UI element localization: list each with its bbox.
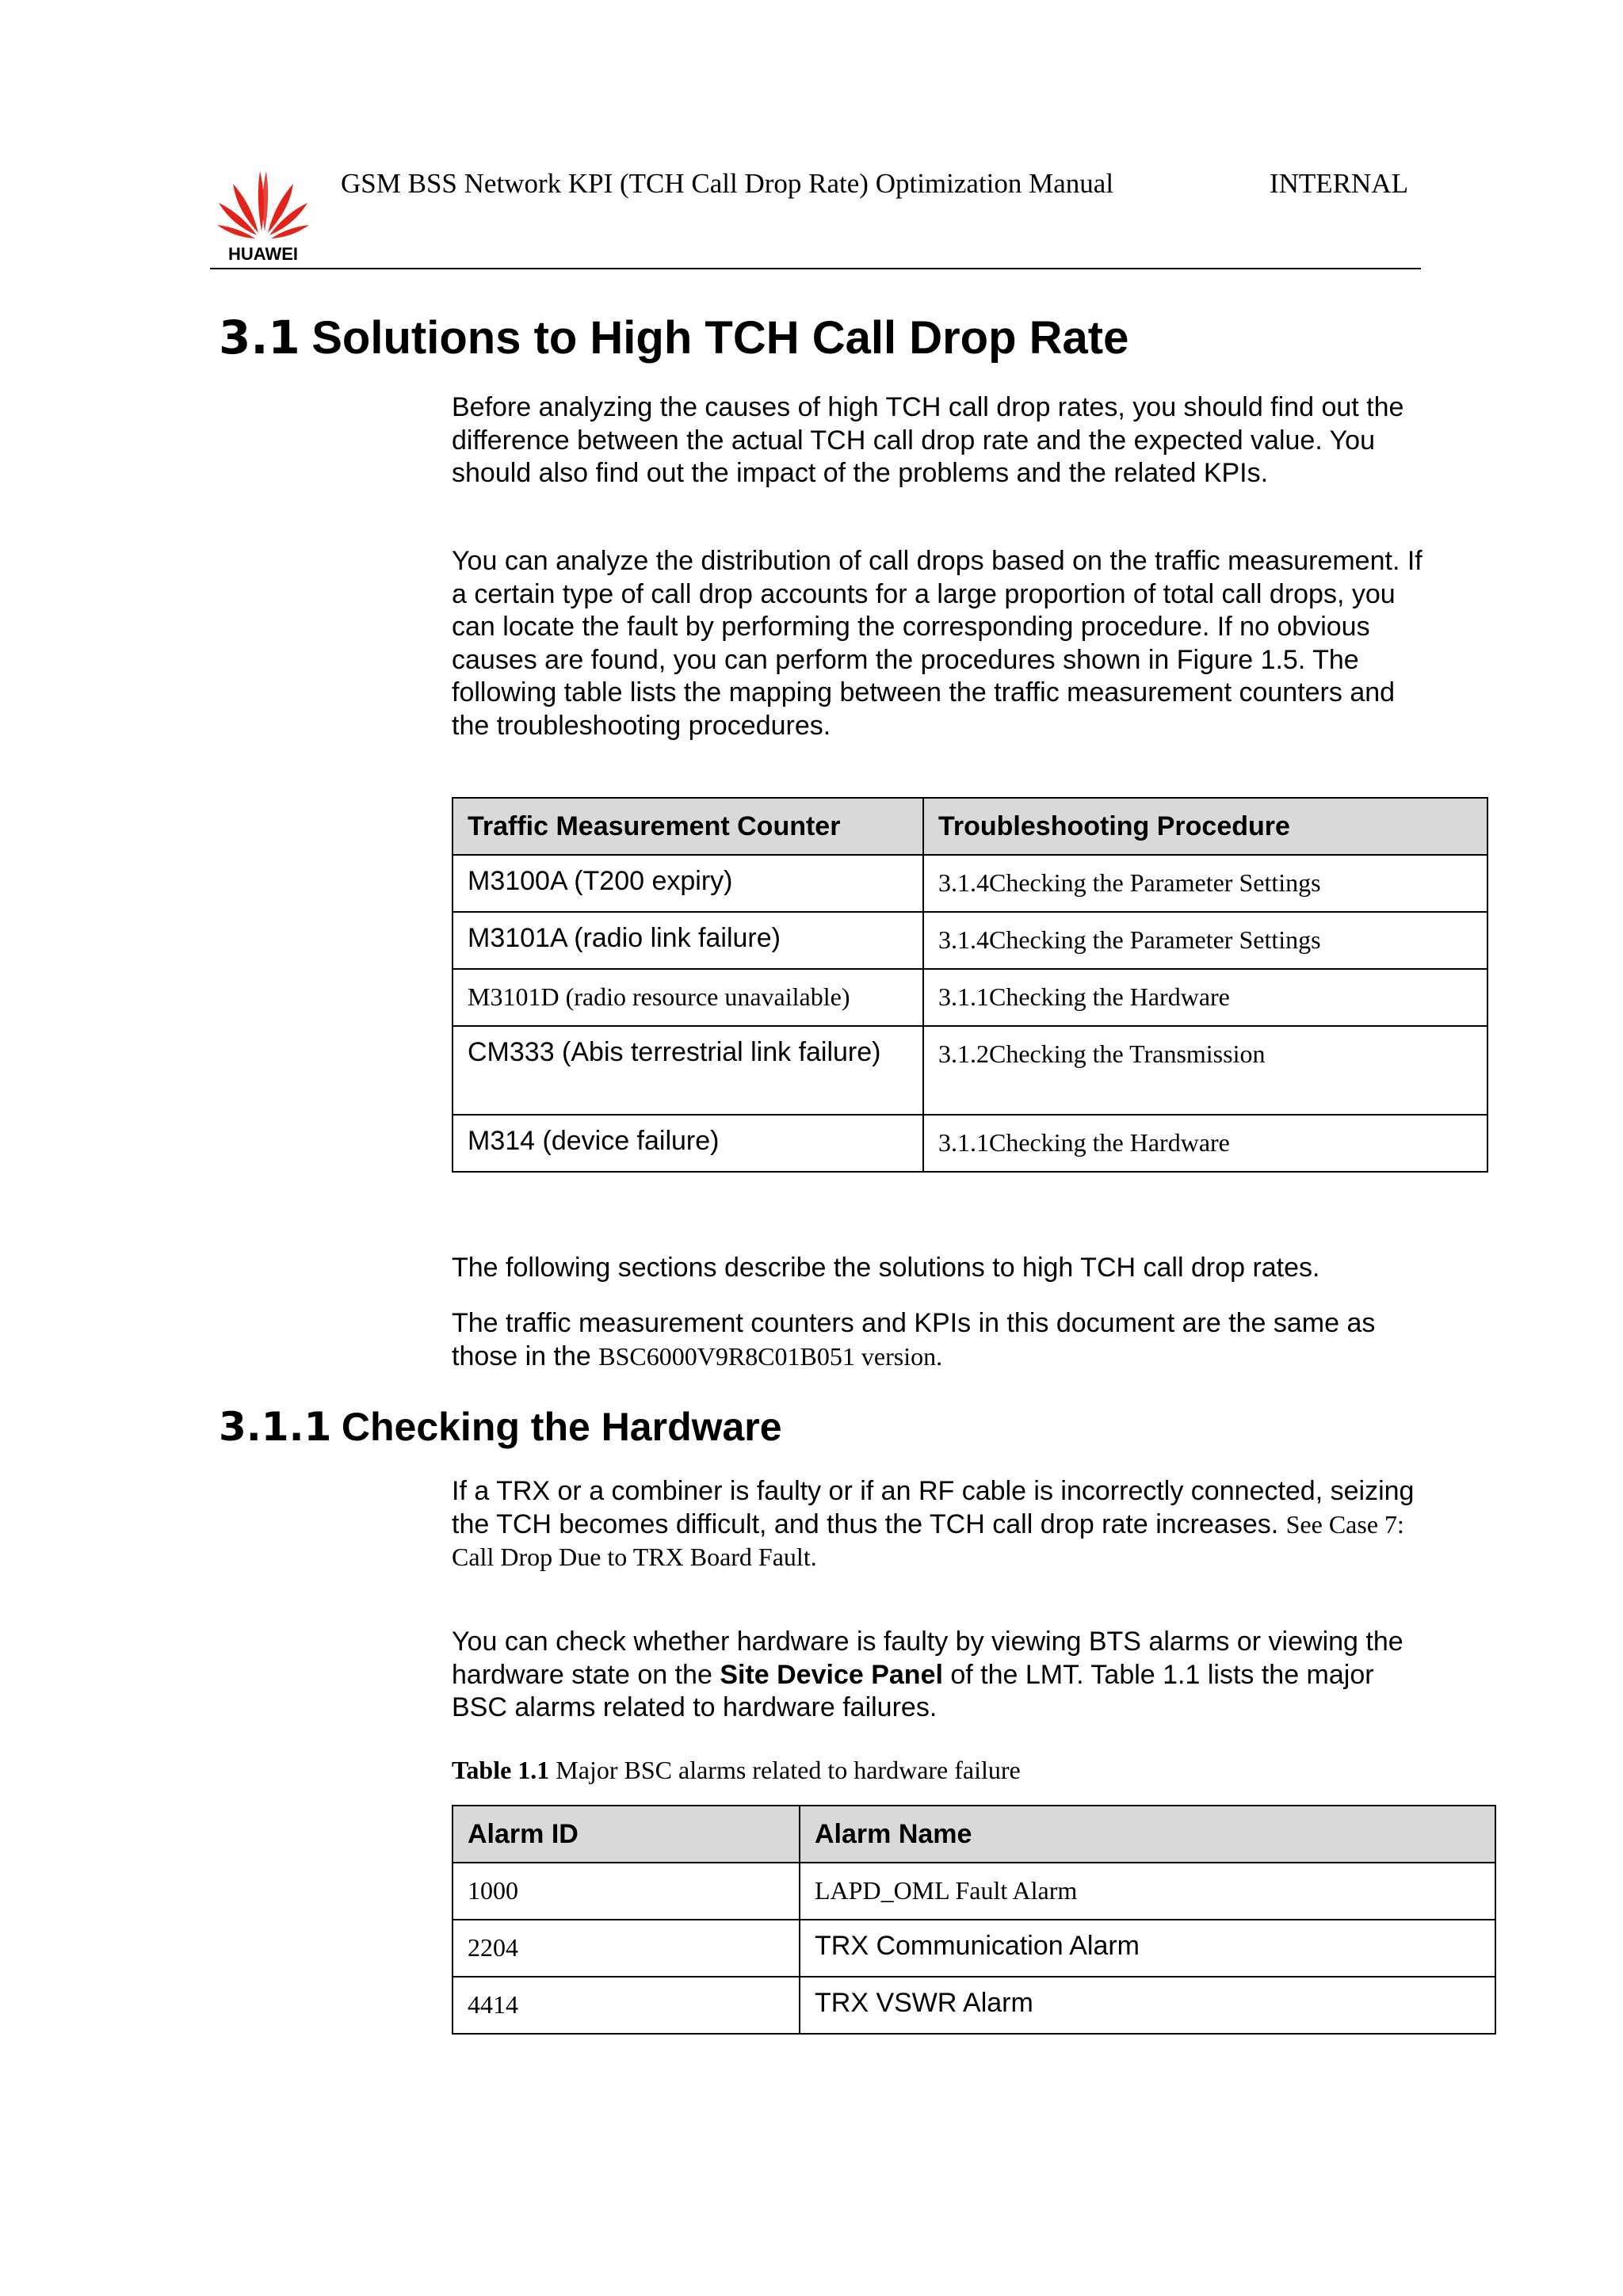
table-row bbox=[453, 1863, 1495, 1920]
logo-wordmark: HUAWEI bbox=[228, 244, 298, 263]
version-text: The traffic measurement counters and KPIs in this document are the same as those in the bbox=[452, 1308, 1376, 1371]
section-heading-3-1-1 bbox=[219, 1404, 782, 1450]
table-row bbox=[453, 1920, 1495, 1977]
counter-cell: M3101A (radio link failure) bbox=[453, 912, 923, 969]
hardware-paragraph bbox=[452, 1475, 1434, 1574]
section-number: 3.1.1 bbox=[219, 1404, 332, 1450]
following-sections-paragraph: The following sections describe the solutions to high TCH call drop rates. bbox=[452, 1253, 1320, 1283]
procedure-link[interactable]: 3.1.4Checking the Parameter Settings bbox=[923, 855, 1487, 912]
distribution-paragraph: You can analyze the distribution of call drops based on the traffic measurement. If a certain type of call drop accounts for a large proportion of total call drops, you can locate the fault by performing the corresponding procedure. If no obvious causes are found, you can perform the procedures shown in Figure 1.5. The following table lists the mapping between the traffic measurement counters and the troubleshooting procedures. bbox=[452, 546, 1423, 741]
table-header-row bbox=[453, 798, 1487, 855]
huawei-petals-icon bbox=[212, 162, 314, 263]
huawei-logo bbox=[212, 162, 314, 263]
version-paragraph bbox=[452, 1307, 1434, 1373]
section-number: 3.1 bbox=[219, 311, 300, 364]
column-header: Traffic Measurement Counter bbox=[453, 798, 923, 855]
counter-cell: M3101D (radio resource unavailable) bbox=[453, 969, 923, 1026]
classification-label: INTERNAL bbox=[1270, 168, 1408, 199]
bsc-alarms-table bbox=[452, 1805, 1496, 2035]
table-caption-label: Table 1.1 bbox=[452, 1756, 550, 1784]
table-row bbox=[453, 969, 1487, 1026]
alarms-text: You can check whether hardware is faulty by viewing BTS alarms or viewing the hardware state on the bbox=[452, 1627, 1403, 1690]
site-device-panel-label: Site Device Panel bbox=[720, 1659, 943, 1690]
counter-cell: M314 (device failure) bbox=[453, 1115, 923, 1172]
procedure-link[interactable]: 3.1.1Checking the Hardware bbox=[923, 1115, 1487, 1172]
section-title: Solutions to High TCH Call Drop Rate bbox=[311, 312, 1129, 364]
table-row bbox=[453, 855, 1487, 912]
case-reference-link[interactable]: See Case 7: Call Drop Due to TRX Board Fault. bbox=[452, 1509, 1404, 1571]
intro-paragraph: Before analyzing the causes of high TCH call drop rates, you should find out the difference between the actual TCH call drop rate and the expected value. You should also find out the impact of the problems and the related KPIs. bbox=[452, 392, 1404, 488]
column-header: Alarm ID bbox=[453, 1806, 800, 1863]
column-header: Troubleshooting Procedure bbox=[923, 798, 1487, 855]
alarm-name-cell: TRX Communication Alarm bbox=[800, 1920, 1495, 1977]
procedure-link[interactable]: 3.1.2Checking the Transmission bbox=[923, 1026, 1487, 1115]
column-header: Alarm Name bbox=[800, 1806, 1495, 1863]
table-row bbox=[453, 1977, 1495, 2034]
alarm-name-cell: LAPD_OML Fault Alarm bbox=[800, 1863, 1495, 1920]
section-title: Checking the Hardware bbox=[341, 1405, 782, 1449]
table-caption-text: Major BSC alarms related to hardware failure bbox=[549, 1756, 1021, 1784]
alarm-id-cell: 1000 bbox=[453, 1863, 800, 1920]
hardware-text: If a TRX or a combiner is faulty or if an RF cable is incorrectly connected, seizing the TCH becomes difficult, and thus the TCH call drop rate increases. bbox=[452, 1476, 1415, 1539]
table-caption bbox=[452, 1756, 1021, 1785]
alarms-text-end: of the LMT. Table 1.1 lists the major BSC alarms related to hardware failures. bbox=[452, 1659, 1374, 1722]
alarms-paragraph bbox=[452, 1626, 1434, 1725]
table-row bbox=[453, 1115, 1487, 1172]
version-name: BSC6000V9R8C01B051 version. bbox=[598, 1341, 943, 1371]
procedure-link[interactable]: 3.1.1Checking the Hardware bbox=[923, 969, 1487, 1026]
header-divider bbox=[210, 268, 1421, 269]
document-title: GSM BSS Network KPI (TCH Call Drop Rate) Optimization Manual bbox=[341, 168, 1114, 199]
alarm-id-cell: 4414 bbox=[453, 1977, 800, 2034]
alarm-name-cell: TRX VSWR Alarm bbox=[800, 1977, 1495, 2034]
counter-cell: M3100A (T200 expiry) bbox=[453, 855, 923, 912]
counter-procedure-table bbox=[452, 797, 1488, 1173]
section-heading-3-1 bbox=[219, 311, 1128, 364]
procedure-link[interactable]: 3.1.4Checking the Parameter Settings bbox=[923, 912, 1487, 969]
table-row bbox=[453, 912, 1487, 969]
table-header-row bbox=[453, 1806, 1495, 1863]
alarm-id-cell: 2204 bbox=[453, 1920, 800, 1977]
counter-cell: CM333 (Abis terrestrial link failure) bbox=[453, 1026, 923, 1115]
table-row bbox=[453, 1026, 1487, 1115]
